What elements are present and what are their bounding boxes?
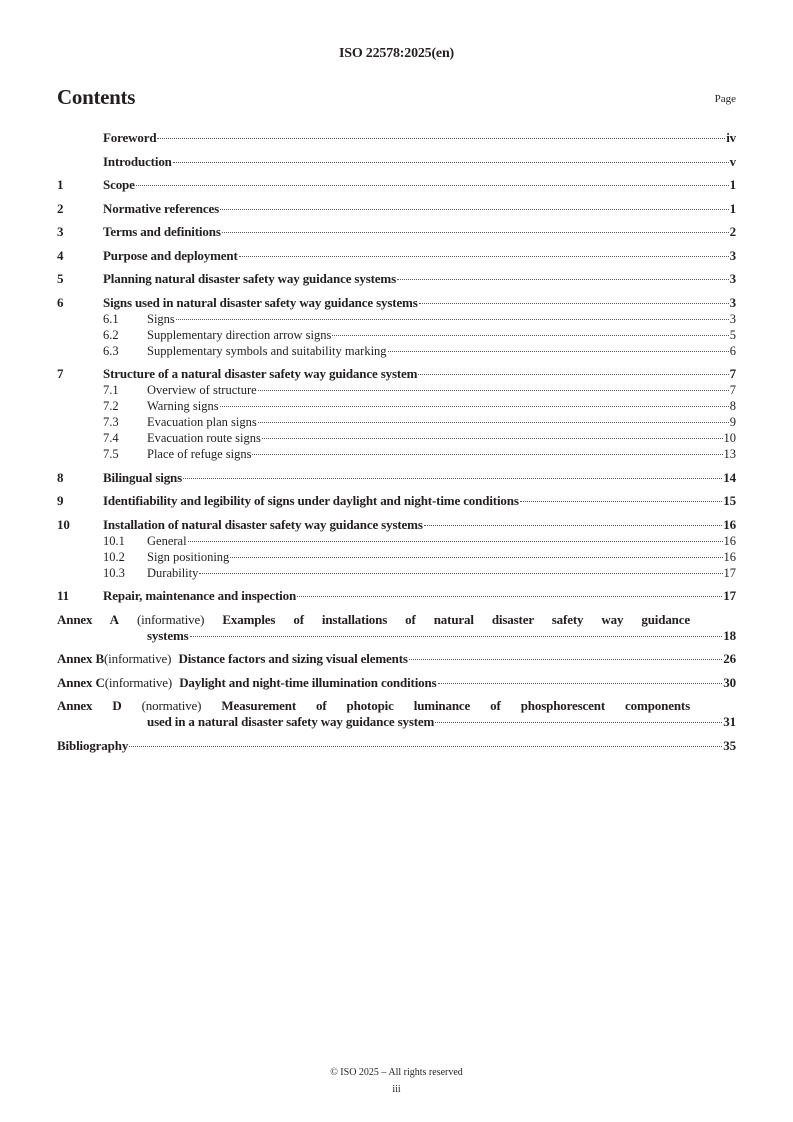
toc-entry-number: 6.2 — [103, 327, 119, 342]
toc-entry-number: 7.5 — [103, 447, 119, 461]
toc-entry[interactable] — [57, 414, 736, 430]
dot-leader — [230, 557, 722, 558]
toc-entry-number: 7 — [57, 366, 64, 381]
annex-title: Distance factors and sizing visual elements — [178, 651, 408, 666]
toc-entry-number: 10.3 — [103, 565, 125, 580]
toc-entry-page: 3 — [729, 271, 736, 286]
annex-kind: (informative) — [104, 651, 172, 666]
toc-entry-title: Introduction — [103, 153, 172, 169]
toc-entry[interactable] — [57, 248, 736, 264]
dot-leader — [424, 525, 723, 526]
contents-title: Contents — [57, 85, 136, 109]
dot-leader — [136, 185, 729, 186]
toc-entry-number: 1 — [57, 177, 64, 192]
toc-entry[interactable] — [57, 154, 736, 170]
toc-entry-page: 3 — [729, 247, 736, 263]
toc-entry[interactable] — [57, 295, 736, 311]
toc-entry[interactable] — [57, 549, 736, 565]
toc-entry-bibliography[interactable] — [57, 738, 736, 754]
toc-entry[interactable] — [57, 311, 736, 327]
toc-entry-title: General — [147, 533, 187, 548]
toc-entry-page: 7 — [729, 366, 736, 381]
dot-leader — [239, 256, 729, 257]
annex-title: Daylight and night-time illumination conditions — [179, 674, 437, 690]
toc-entry-number: 6.1 — [103, 311, 119, 326]
toc-entry-title: Structure of a natural disaster safety way guidance system — [103, 366, 418, 381]
toc-entry-page: 3 — [729, 294, 736, 310]
toc-entry-title: Terms and definitions — [103, 224, 221, 239]
toc-entry-number: 10 — [57, 516, 70, 532]
toc-entry-page: 16 — [723, 516, 736, 532]
toc-entry[interactable] — [57, 271, 736, 287]
annex-page: 31 — [723, 714, 736, 729]
toc-entry-title: Durability — [147, 565, 199, 580]
toc-entry-title: Installation of natural disaster safety way guidance systems — [103, 516, 423, 532]
toc-entry-title: Place of refuge signs — [147, 447, 252, 461]
toc-entry-title: Planning natural disaster safety way guidance systems — [103, 271, 396, 286]
toc-entry[interactable] — [57, 224, 736, 240]
dot-leader — [419, 303, 729, 304]
toc-entry-title: Warning signs — [147, 399, 219, 413]
annex-line — [57, 651, 736, 667]
toc-entry[interactable] — [57, 533, 736, 549]
toc-entry-title: Repair, maintenance and inspection — [103, 588, 297, 603]
toc-entry-page: 13 — [723, 447, 736, 461]
toc-entry-page: 17 — [723, 588, 736, 603]
dot-leader — [190, 636, 723, 637]
toc-entry[interactable] — [57, 430, 736, 446]
toc-entry[interactable] — [57, 343, 736, 359]
toc-entry-title: Supplementary symbols and suitability marking — [147, 343, 387, 358]
toc-entry-title: Bibliography — [57, 737, 129, 753]
toc-entry-title: Signs used in natural disaster safety way guidance systems — [103, 294, 418, 310]
toc-entry-page: iv — [726, 130, 736, 145]
dot-leader — [220, 406, 729, 407]
toc-entry-page: 14 — [723, 469, 736, 485]
toc-entry-title: Purpose and deployment — [103, 247, 238, 263]
toc-entry-number: 3 — [57, 224, 64, 239]
dot-leader — [258, 422, 729, 423]
toc-annex-entry[interactable] — [57, 651, 736, 667]
toc-annex-entry[interactable] — [57, 675, 736, 691]
toc-entry-page: 9 — [729, 415, 736, 429]
toc-entry-page: 1 — [729, 177, 736, 192]
toc-entry-page: 16 — [723, 533, 736, 548]
annex-kind: (informative) — [104, 674, 173, 690]
toc-entry-page: 15 — [723, 493, 736, 508]
toc-entry-number: 11 — [57, 588, 69, 603]
dot-leader — [409, 659, 722, 660]
dot-leader — [252, 454, 722, 455]
toc-entry-number: 7.1 — [103, 383, 119, 397]
annex-title-continued: used in a natural disaster safety way guidance system — [147, 714, 435, 729]
dot-leader — [438, 683, 723, 684]
toc-entry-number: 10.2 — [103, 549, 125, 564]
toc-entry-number: 6 — [57, 294, 64, 310]
toc-entry[interactable] — [57, 470, 736, 486]
toc-entry-title: Scope — [103, 177, 135, 192]
toc-entry-page: 35 — [723, 737, 736, 753]
toc-entry-number: 7.4 — [103, 431, 119, 445]
annex-line — [57, 675, 736, 691]
toc-entry-number: 4 — [57, 247, 64, 263]
annex-title: Measurement of photopic luminance of phosphorescent components — [221, 698, 690, 713]
dot-leader — [388, 351, 729, 352]
toc-entry-title: Signs — [147, 311, 175, 326]
dot-leader — [176, 319, 729, 320]
toc-entry-page: 5 — [729, 327, 736, 342]
annex-title-continued: systems — [147, 627, 189, 643]
dot-leader — [220, 209, 729, 210]
toc-entry-number: 7.3 — [103, 415, 119, 429]
dot-leader — [188, 541, 723, 542]
toc-entry[interactable] — [57, 493, 736, 509]
toc-entry-title: Identifiability and legibility of signs under daylight and night-time conditions — [103, 493, 519, 508]
toc-entry[interactable] — [57, 565, 736, 581]
toc-entry[interactable] — [57, 327, 736, 343]
annex-line — [57, 628, 736, 644]
toc-entry-page: 6 — [729, 343, 736, 358]
annex-line — [57, 612, 690, 628]
toc-entry-page: 3 — [729, 311, 736, 326]
toc-entry[interactable] — [57, 382, 736, 398]
toc-entry-page: 7 — [729, 383, 736, 397]
toc-entry[interactable] — [57, 446, 736, 462]
dot-leader — [173, 162, 729, 163]
table-of-contents — [57, 130, 736, 754]
document-header: ISO 22578:2025(en) — [338, 46, 454, 61]
annex-page: 18 — [723, 627, 736, 643]
toc-entry-page: 10 — [723, 431, 736, 445]
toc-entry-page: 17 — [723, 565, 736, 580]
toc-entry[interactable] — [57, 201, 736, 217]
annex-line — [57, 698, 690, 714]
toc-entry[interactable] — [57, 398, 736, 414]
annex-page: 26 — [723, 651, 736, 666]
annex-label: Annex C — [57, 674, 105, 690]
toc-entry[interactable] — [57, 130, 736, 146]
annex-kind: (normative) — [141, 698, 202, 713]
toc-entry-title: Evacuation plan signs — [147, 415, 257, 429]
page-column-label: Page — [714, 93, 736, 105]
toc-entry-page: 1 — [729, 200, 736, 216]
toc-entry-page: v — [729, 153, 736, 169]
dot-leader — [222, 232, 729, 233]
toc-entry-title: Overview of structure — [147, 383, 257, 397]
toc-entry-title: Evacuation route signs — [147, 431, 261, 445]
toc-entry-number: 5 — [57, 271, 64, 286]
toc-entry-page: 16 — [723, 549, 736, 564]
toc-entry-number: 9 — [57, 493, 64, 508]
toc-entry-page: 2 — [729, 224, 736, 239]
toc-entry-title: Bilingual signs — [103, 469, 183, 485]
toc-entry-title: Normative references — [103, 200, 219, 216]
toc-entry-number: 2 — [57, 200, 64, 216]
dot-leader — [183, 478, 722, 479]
annex-kind: (informative) — [136, 611, 205, 627]
annex-label: Annex B — [57, 651, 104, 666]
toc-entry-number: 6.3 — [103, 343, 119, 358]
toc-entry[interactable] — [57, 517, 736, 533]
dot-leader — [199, 573, 722, 574]
copyright-footer: © ISO 2025 – All rights reserved — [330, 1067, 463, 1078]
annex-label: Annex A — [57, 611, 119, 627]
dot-leader — [397, 279, 729, 280]
toc-annex-entry[interactable] — [57, 612, 736, 644]
annex-line — [57, 714, 736, 730]
dot-leader — [332, 335, 728, 336]
toc-entry-title: Supplementary direction arrow signs — [147, 327, 332, 342]
toc-entry[interactable] — [57, 588, 736, 604]
annex-title: Examples of installations of natural disaster safety way guidance — [222, 611, 690, 627]
page-number: iii — [392, 1084, 401, 1095]
toc-annex-entry[interactable] — [57, 698, 736, 730]
annex-page: 30 — [723, 674, 736, 690]
toc-entry[interactable] — [57, 177, 736, 193]
dot-leader — [520, 501, 723, 502]
dot-leader — [157, 138, 725, 139]
toc-entry-page: 8 — [729, 399, 736, 413]
dot-leader — [262, 438, 723, 439]
dot-leader — [297, 596, 722, 597]
toc-entry-title: Foreword — [103, 130, 157, 145]
dot-leader — [258, 390, 729, 391]
toc-entry-number: 7.2 — [103, 399, 119, 413]
annex-label: Annex D — [57, 698, 122, 713]
dot-leader — [418, 374, 728, 375]
toc-entry-number: 8 — [57, 469, 64, 485]
toc-entry[interactable] — [57, 366, 736, 382]
dot-leader — [129, 746, 722, 747]
dot-leader — [435, 722, 722, 723]
toc-entry-number: 10.1 — [103, 533, 125, 548]
toc-entry-title: Sign positioning — [147, 549, 230, 564]
